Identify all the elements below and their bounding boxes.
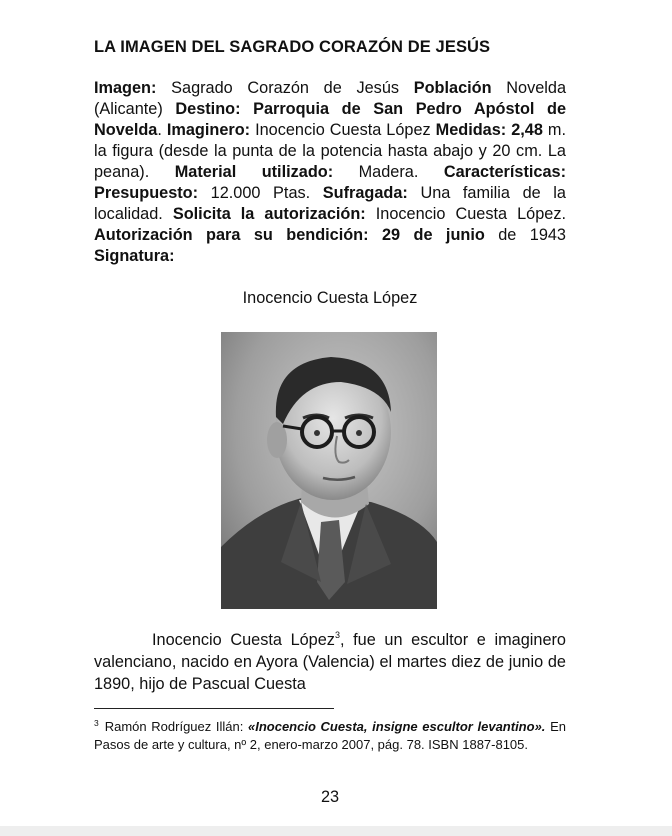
imagen-label: Imagen: xyxy=(94,79,157,97)
material-value: Madera. xyxy=(358,163,419,181)
biography-paragraph xyxy=(94,629,566,695)
portrait-photo xyxy=(221,332,437,609)
footnote-divider xyxy=(94,708,334,709)
footnote-author: Ramón Rodríguez Illán: xyxy=(104,719,244,734)
footnote-reference[interactable]: 3 xyxy=(334,630,340,640)
footnote-number: 3 xyxy=(94,718,99,728)
destino-label: Destino: Parroquia de San Pedro Apóstol de Novelda xyxy=(94,100,566,139)
page-number: 23 xyxy=(320,788,340,806)
solicita-label: Solicita la autorización: xyxy=(172,205,366,223)
page-bottom-edge xyxy=(0,826,672,836)
photo-caption: Inocencio Cuesta López xyxy=(242,289,418,307)
autorizacion-value: de 1943 xyxy=(498,226,566,244)
signatura-label: Signatura: xyxy=(94,247,175,265)
portrait-illustration xyxy=(221,332,437,609)
footnote-rest: En Pasos de arte y cultura, nº 2, enero-marzo 2007, pág. 78. ISBN 1887-8105. xyxy=(94,719,566,752)
medidas-value: m. la figura (desde la punta de la potencia hasta abajo y 20 cm. La peana). xyxy=(94,121,566,181)
sufragada-label: Sufragada: xyxy=(322,184,408,202)
sufragada-value: Una familia de la localidad. xyxy=(94,184,566,223)
poblacion-label: Población xyxy=(413,79,492,97)
caracteristicas-label: Características: xyxy=(443,163,566,181)
image-info-paragraph xyxy=(94,78,566,267)
footnote-work-title: «Inocencio Cuesta, insigne escultor levantino». xyxy=(248,719,546,734)
presupuesto-value: 12.000 Ptas. xyxy=(210,184,311,202)
medidas-label: Medidas: xyxy=(435,121,507,139)
material-label: Material utilizado: xyxy=(174,163,334,181)
solicita-value: Inocencio Cuesta López. xyxy=(375,205,566,223)
autorizacion-label: Autorización para su bendición: 29 de junio xyxy=(94,226,485,244)
imagen-value: Sagrado Corazón de Jesús xyxy=(171,79,400,97)
presupuesto-label: Presupuesto: xyxy=(94,184,199,202)
medidas-number: 2,48 xyxy=(511,121,543,139)
imaginero-value: Inocencio Cuesta López xyxy=(255,121,431,139)
imaginero-label: Imaginero: xyxy=(166,121,251,139)
biography-name: Inocencio Cuesta López xyxy=(152,631,335,649)
biography-text: , fue un escultor e imaginero valenciano, nacido en Ayora (Valencia) el martes diez de junio de 1890, hijo de Pascual Cuesta xyxy=(94,631,566,693)
poblacion-value: Novelda (Alicante) xyxy=(94,79,567,118)
destino-separator: . xyxy=(157,121,162,139)
page-title: LA IMAGEN DEL SAGRADO CORAZÓN DE JESÚS xyxy=(94,38,491,56)
footnote xyxy=(94,718,566,754)
